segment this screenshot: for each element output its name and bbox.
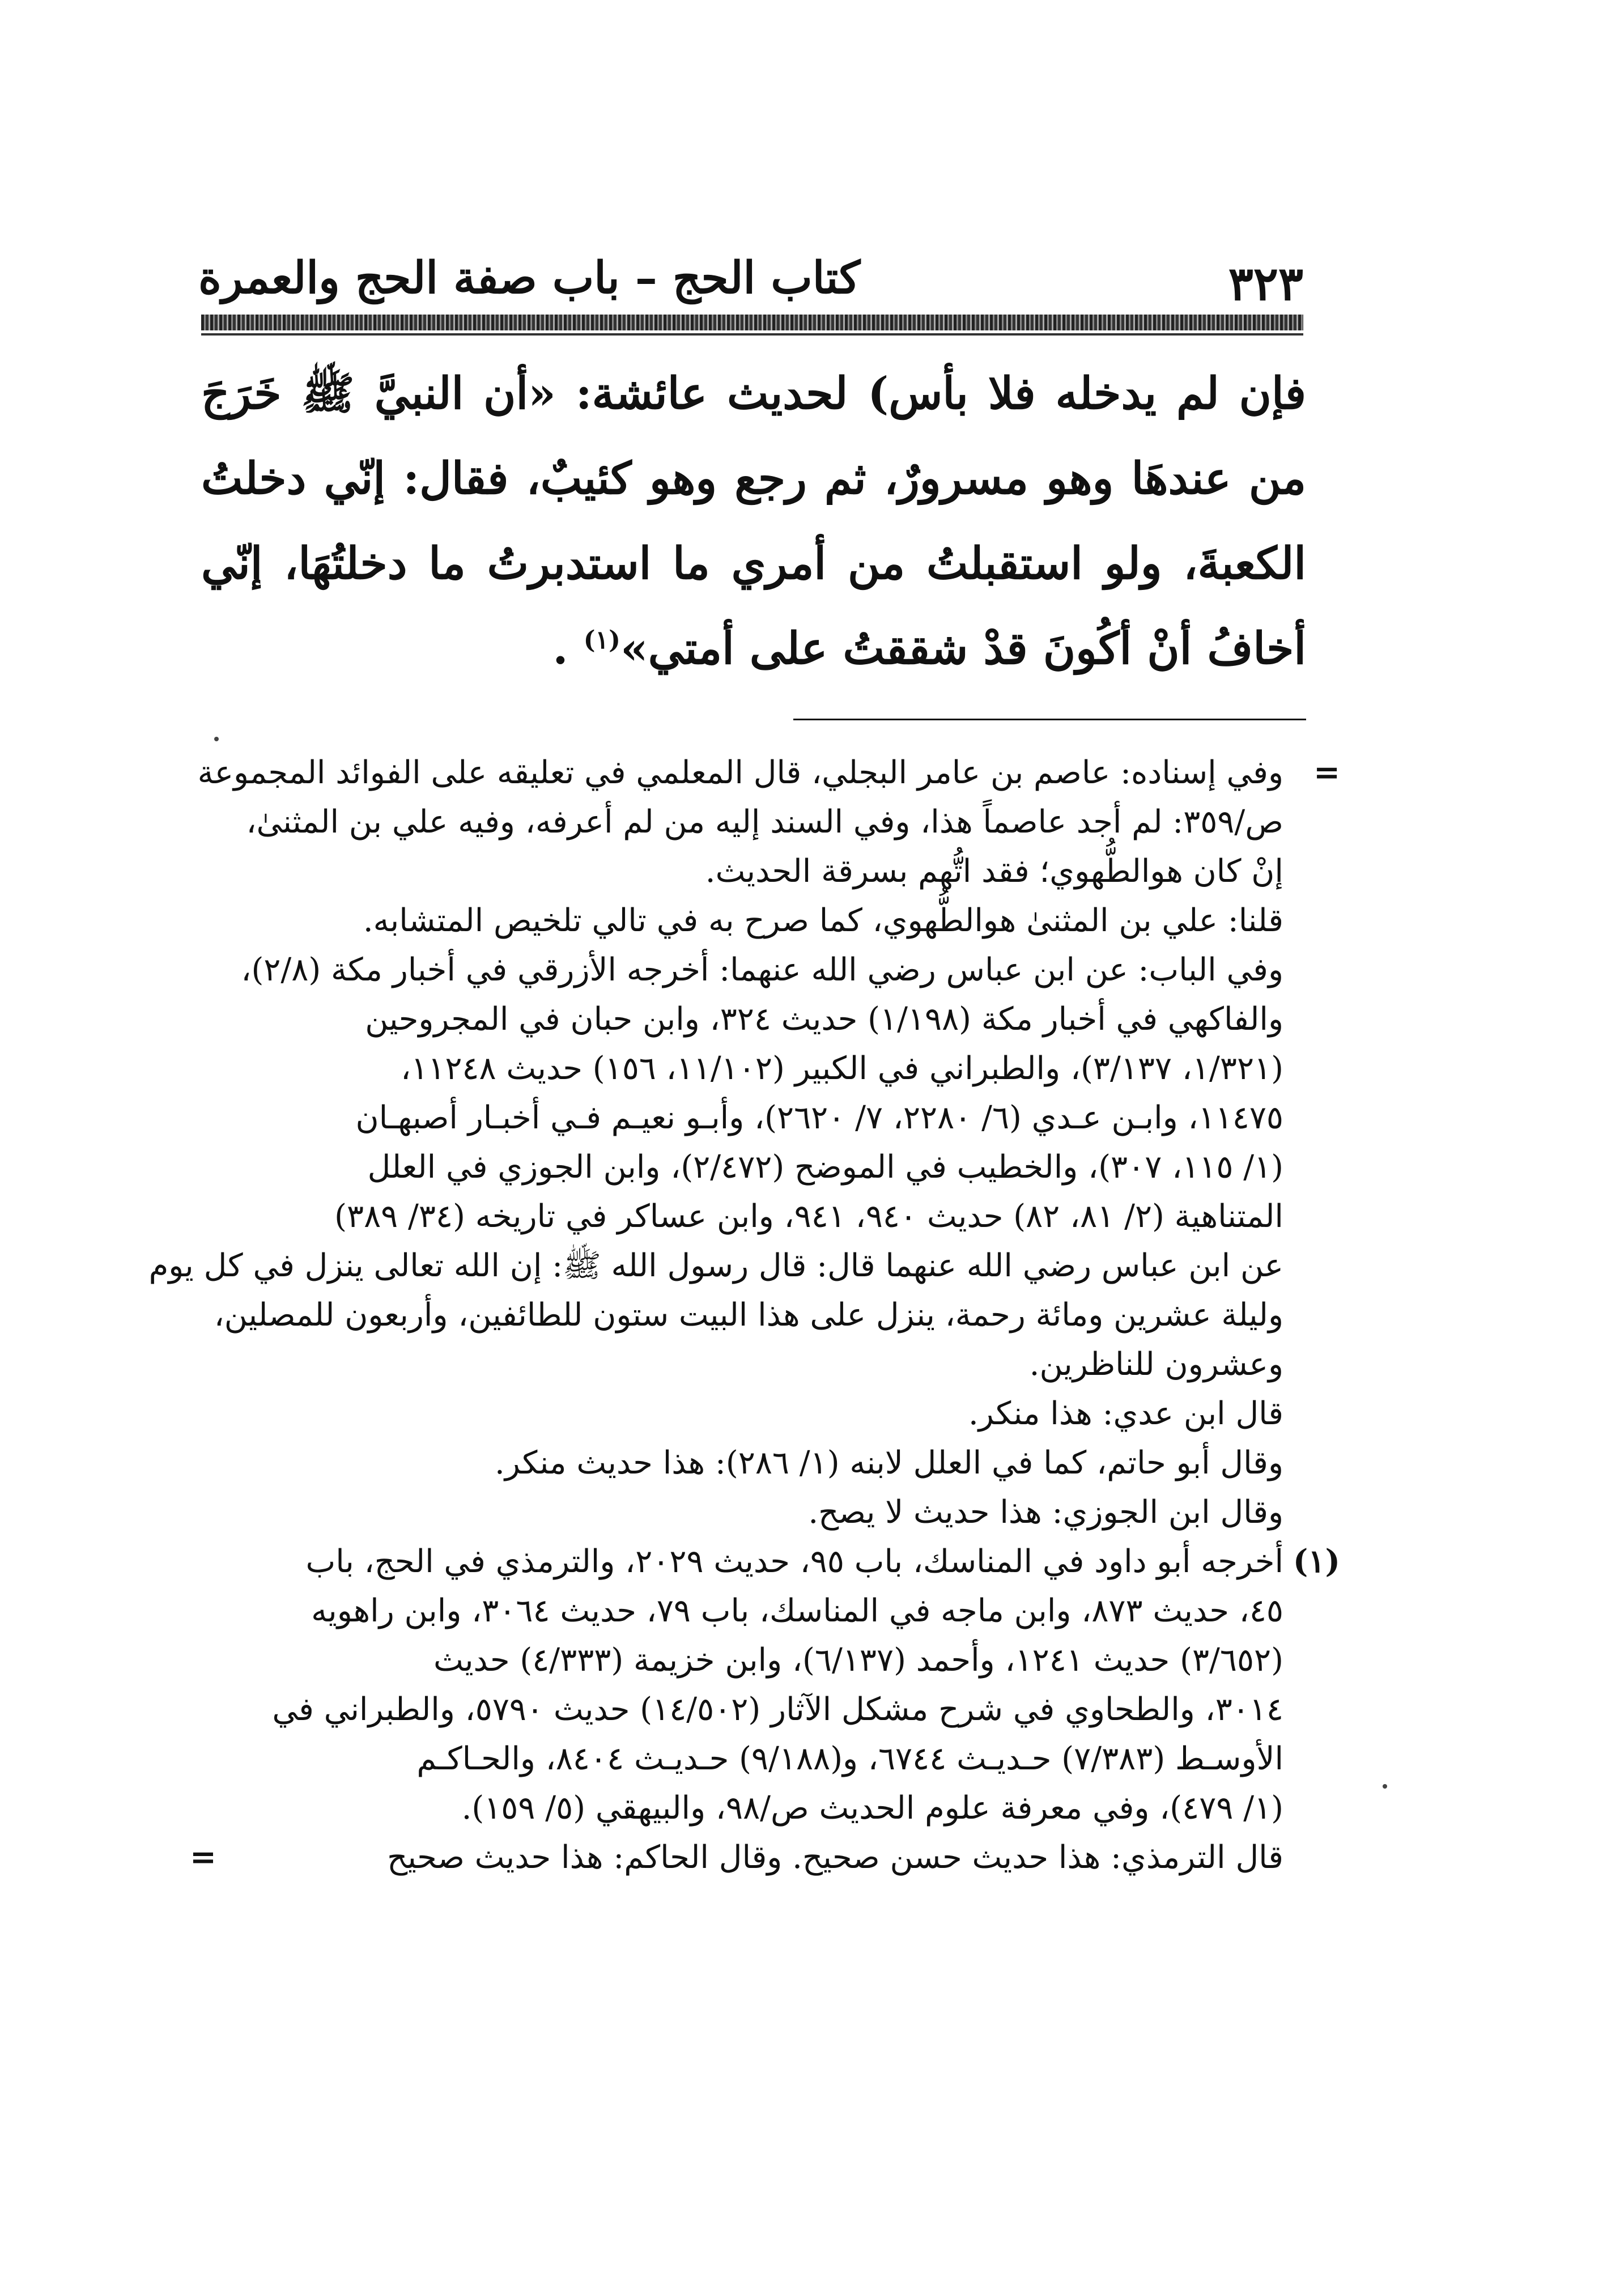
main-line-4: على أمتي» — [620, 623, 828, 674]
continuation-mark: = — [1313, 754, 1340, 791]
footnote-line: عن ابن عباس رضي الله عنهما قال: قال رسول الله ﷺ: إن الله تعالى ينزل في كل يوم — [148, 1247, 1283, 1284]
main-line-3: استقبلتُ من أمري ما استدبرتُ ما دخلتُهَا، إنّي أخافُ أنْ أكُونَ قدْ شققتُ — [201, 538, 1306, 674]
main-lead: فإن لم يدخله فلا بأس) — [868, 368, 1307, 419]
footnote-line: = وفي إسناده: عاصم بن عامر البجلي، قال المعلمي في تعليقه على الفوائد المجموعة — [201, 748, 1334, 797]
footnote-line: وليلة عشرين ومائة رحمة، ينزل على هذا البيت ستون للطائفين، وأربعون للمصلين، — [214, 1297, 1283, 1334]
footnote-line: ١١٤٧٥، وابـن عـدي (٦/ ٢٢٨٠، ٧/ ٢٦٢٠)، وأبـو نعيـم فـي أخبـار أصبهـان — [355, 1099, 1283, 1136]
footnote-line: قال ابن عدي: هذا منكر. — [968, 1395, 1283, 1432]
footnote-line: والفاكهي في أخبار مكة (١/١٩٨) حديث ٣٢٤، وابن حبان في المجروحين — [365, 1001, 1283, 1038]
footnote-ref: (١) — [583, 626, 620, 655]
footnote-line: المتناهية (٢/ ٨١، ٨٢) حديث ٩٤٠، ٩٤١، وابن عساكر في تاريخه (٣٤/ ٣٨٩) — [334, 1198, 1283, 1235]
page-header — [198, 252, 1303, 320]
main-line-2: عندهَا وهو مسرورٌ، ثم رجع وهو كئيبٌ، فقال: إنّي دخلتُ الكعبةَ، ولو — [201, 453, 1307, 589]
footnote-marker: (١) — [1293, 1543, 1340, 1580]
footnote-line: وفي الباب: عن ابن عباس رضي الله عنهما: أخرجه الأزرقي في أخبار مكة (٢/٨)، — [241, 952, 1283, 988]
running-title: كتاب الحج – باب صفة الحج والعمرة — [198, 252, 861, 304]
main-end: . — [552, 623, 568, 674]
footnote-line: ٤٥، حديث ٨٧٣، وابن ماجه في المناسك، باب ٧٩، حديث ٣٠٦٤، وابن راهويه — [311, 1593, 1283, 1629]
footnote-line: وقال أبو حاتم، كما في العلل لابنه (١/ ٢٨٦): هذا حديث منكر. — [495, 1445, 1283, 1481]
scan-dot — [1383, 1784, 1387, 1789]
main-paragraph — [201, 351, 1306, 691]
footnote-line: ص/٣٥٩: لم أجد عاصماً هذا، وفي السند إليه من لم أعرفه، وفيه علي بن المثنىٰ، — [246, 804, 1283, 840]
scan-dot — [214, 737, 219, 741]
footnote-line: ٣٠١٤، والطحاوي في شرح مشكل الآثار (١٤/٥٠٢) حديث ٥٧٩٠، والطبراني في — [272, 1691, 1283, 1728]
main-line-1: لحديث عائشة: «أن النبيَّ ﷺ خَرَجَ من — [201, 368, 1306, 504]
footnote-line: الأوسـط (٧/٣٨٣) حـديـث ٦٧٤٤، و(٩/١٨٨) حـديـث ٨٤٠٤، والحـاكـم — [416, 1740, 1283, 1777]
footnote-separator — [793, 719, 1306, 720]
footnote-line: قال الترمذي: هذا حديث حسن صحيح. وقال الحاكم: هذا حديث صحيح = — [201, 1833, 1334, 1882]
footnote-line: (٣/٦٥٢) حديث ١٢٤١، وأحمد (٦/١٣٧)، وابن خزيمة (٤/٣٣٣) حديث — [433, 1642, 1283, 1679]
footnote-line: (١) أخرجه أبو داود في المناسك، باب ٩٥، حديث ٢٠٢٩، والترمذي في الحج، باب — [201, 1537, 1334, 1586]
footnote-line: إنْ كان هوالطُّهوي؛ فقد اتُّهم بسرقة الحديث. — [705, 853, 1283, 890]
header-rule — [201, 315, 1303, 330]
footnote-line: وقال ابن الجوزي: هذا حديث لا يصح. — [808, 1494, 1283, 1531]
footnote-line: وعشرون للناظرين. — [1029, 1346, 1283, 1383]
footnote-line: (١/ ١١٥، ٣٠٧)، والخطيب في الموضح (٢/٤٧٢)، وابن الجوزي في العلل — [367, 1149, 1283, 1186]
footnotes — [148, 748, 1340, 1882]
page-number: ٣٢٣ — [1228, 257, 1303, 311]
footnote-line: (١/ ٤٧٩)، وفي معرفة علوم الحديث ص/٩٨، والبيهقي (٥/ ١٥٩). — [461, 1790, 1283, 1827]
header-rule-thin — [201, 333, 1303, 336]
footnote-line: (١/٣٢١، ٣/١٣٧)، والطبراني في الكبير (١١/١٠٢، ١٥٦) حديث ١١٢٤٨، — [401, 1050, 1283, 1087]
footnote-line: قلنا: علي بن المثنىٰ هوالطُّهوي، كما صرح به في تالي تلخيص المتشابه. — [363, 902, 1283, 939]
continued-mark: = — [190, 1838, 216, 1876]
